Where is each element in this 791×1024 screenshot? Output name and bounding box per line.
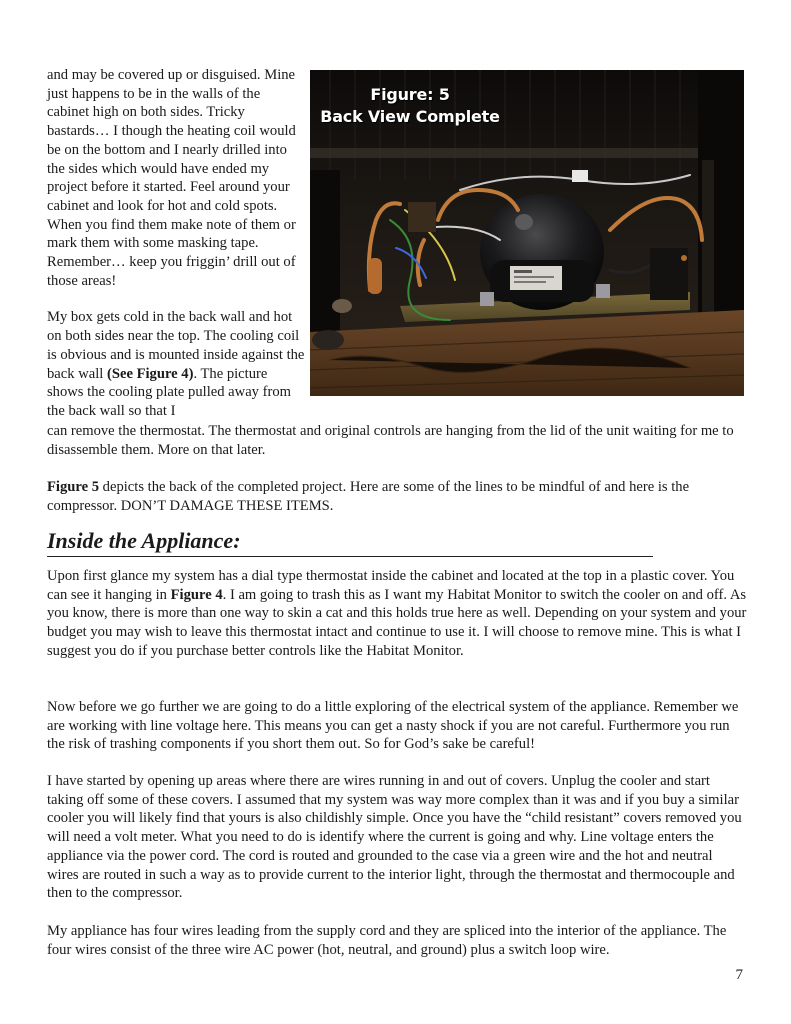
paragraph-covers-volt-meter: I have started by opening up areas where there are wires running in and out of covers. Unplug the cooler and start taking off some of these covers. I assumed that my system was way more complex than it was and if you buy a similar cooler you will likely find that yours is also childishly simple. Once you have the “child resistant” covers removed you will need a volt meter. What you need to do is identify where the current is going and why. Line voltage enters the appliance via the power cord. The cord is routed and grounded to the case via a green wire and the hot and neutral wires are routed in such a way as to provide current to the interior light, through the thermostat and thermocouple and then to the compressor. (47, 773, 742, 902)
continuation-paragraph (47, 422, 747, 459)
section-paragraph-2 (47, 698, 747, 754)
page-number: 7 (735, 967, 743, 983)
figure-caption-title: Back View Complete (320, 107, 500, 126)
text-run: Upon first glance my system has a dial type thermostat inside the cabinet and located at the top in a plastic cover. You can see it hanging in (47, 568, 735, 603)
text-run: . The picture shows the cooling plate pulled away from the back wall so that I (47, 365, 291, 419)
paragraph-electrical-warning: Now before we go further we are going to do a little exploring of the electrical system of the appliance. Remember we are working with line voltage here. This means you can get a nasty shock if you are not careful. Furthermore you run the risk of trashing components if you short them out. So for God’s sake be careful! (47, 699, 739, 753)
figure-caption-number: Figure: 5 (370, 85, 450, 104)
paragraph-thermostat: can remove the thermostat. The thermostat and original controls are hanging from the lid of the unit waiting for me to disassemble them. More on that later. (47, 423, 734, 458)
text-run: . I am going to trash this as I want my Habitat Monitor to switch the cooler on and off. As you know, there is more than one way to skin a cat and this holds true here as well. Depending on your system and your budget you may wish to leave this thermostat intact and continue to use it. I will choose to remove mine. This is what I suggest you do if you purchase better controls like the Habitat Monitor. (47, 586, 747, 659)
paragraph-four-wires: My appliance has four wires leading from the supply cord and they are spliced into the interior of the appliance. The four wires consist of the three wire AC power (hot, neutral, and ground) plus a switch loop wire. (47, 923, 727, 958)
left-column-text (47, 66, 305, 421)
paragraph-figure-5 (47, 478, 747, 515)
paragraph-thermostat-dial (47, 567, 747, 661)
section-title: Inside the Appliance: (47, 528, 241, 553)
figure-5-photo (310, 70, 744, 396)
section-paragraph-4 (47, 922, 747, 959)
section-paragraph-1 (47, 567, 747, 661)
section-paragraph-3 (47, 772, 747, 903)
text-run: My box gets cold in the back wall and hot on both sides near the top. The cooling coil is obvious and is mounted inside against the back wall (47, 309, 305, 382)
figure-reference: Figure 4 (170, 586, 223, 603)
figure-reference: (See Figure 4) (106, 365, 194, 382)
paragraph-hot-cold-spots: and may be covered up or disguised. Mine just happens to be in the walls of the cabinet high on both sides. Tricky bastards… I though the heating coil would be on the bottom and I nearly drilled into the sides which would have ended my project before it started. Feel around your cabinet and look for hot and cold spots. When you find them make note of them or mark them with some masking tape. Remember… keep you friggin’ drill out of those areas! (47, 67, 296, 289)
section-heading (47, 528, 653, 557)
paragraph-cooling-coil (47, 308, 305, 420)
figure-5-paragraph (47, 478, 747, 515)
text-run: depicts the back of the completed project. Here are some of the lines to be mindful of and here is the compressor. DON’T DAMAGE THESE ITEMS. (47, 479, 690, 514)
figure-caption (310, 84, 510, 128)
figure-reference: Figure 5 (47, 479, 100, 495)
